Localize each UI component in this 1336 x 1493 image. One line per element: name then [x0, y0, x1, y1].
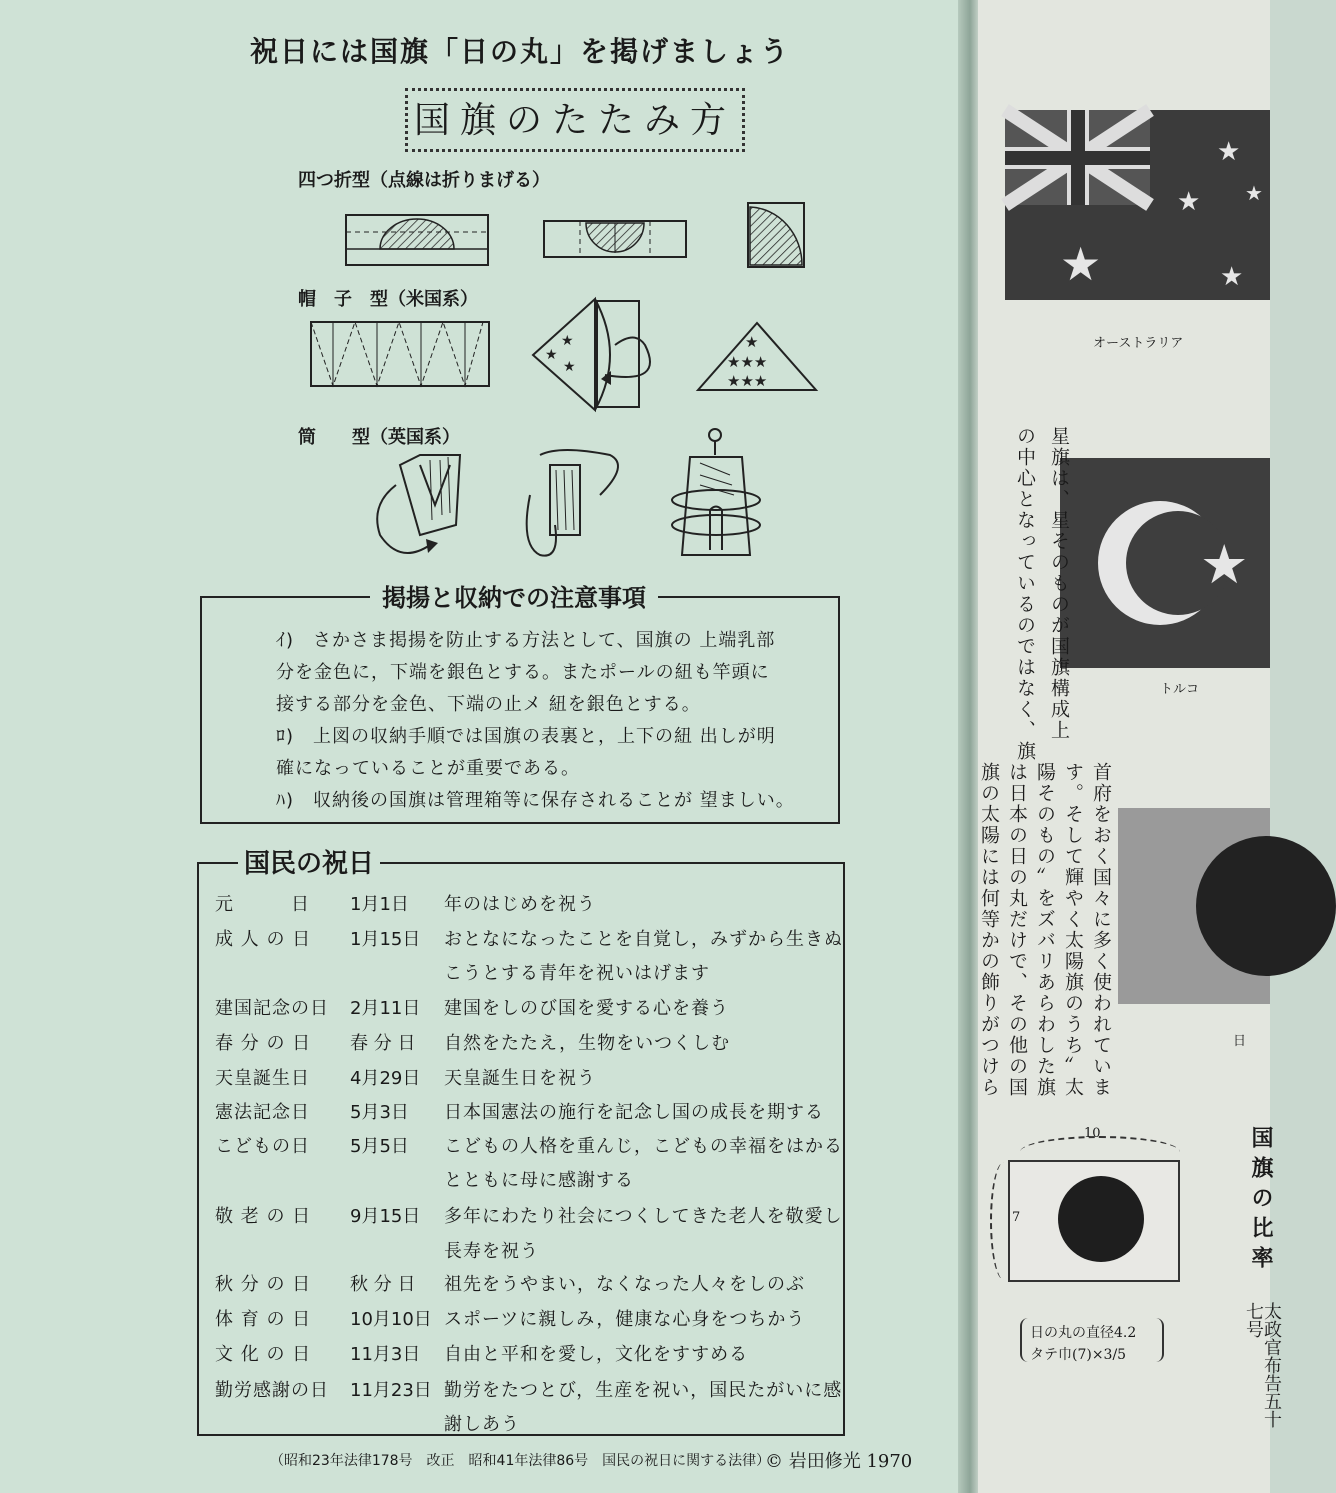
holiday-desc: スポーツに親しみ，健康な心身をつちかう: [444, 1309, 806, 1330]
holiday-date: 秋 分 日: [350, 1274, 416, 1295]
svg-text:★: ★: [1060, 237, 1102, 291]
holiday-name: 天皇誕生日: [215, 1068, 310, 1089]
ratio-width-label: 10: [1084, 1126, 1101, 1141]
caption-japan: 日: [1233, 1034, 1247, 1049]
holiday-desc: こどもの人格を重んじ，こどもの幸福をはかる: [444, 1136, 843, 1157]
holiday-name: 建国記念の日: [215, 998, 329, 1019]
japan-flag-sun: [1196, 836, 1336, 976]
holiday-name: こどもの日: [215, 1136, 310, 1157]
holiday-desc: 自由と平和を愛し，文化をすすめる: [444, 1344, 749, 1365]
ratio-note-bracket-right: [1152, 1318, 1164, 1362]
body-text-column: 首府をおく国々に多く使われていま: [1090, 762, 1112, 1098]
holiday-name: 元 日: [215, 894, 310, 915]
holiday-desc: 天皇誕生日を祝う: [444, 1068, 596, 1089]
svg-text:★: ★: [545, 347, 558, 363]
holiday-date: 1月1日: [350, 894, 409, 915]
body-text-column: 星旗は、星そのものが国旗構成上: [1048, 426, 1070, 741]
svg-text:★: ★: [745, 333, 759, 351]
tube-fold-label: 筒 型（英国系）: [298, 427, 460, 448]
ratio-note-line1: 日の丸の直径4.2: [1030, 1325, 1137, 1341]
body-text-column: は日本の日の丸だけで、その他の国: [1006, 762, 1028, 1098]
holiday-name: 敬 老 の 日: [215, 1206, 312, 1227]
holiday-date: 11月3日: [350, 1344, 421, 1365]
caution-line: ﾊ) 収納後の国旗は管理箱等に保存されることが 望ましい。: [276, 790, 795, 811]
holiday-date: 4月29日: [350, 1068, 421, 1089]
ratio-heading: 国旗の比率: [1248, 1126, 1274, 1276]
holiday-desc: 勤労をたつとび，生産を祝い，国民たがいに感: [444, 1380, 843, 1401]
holiday-name: 憲法記念日: [215, 1102, 310, 1123]
ratio-height-label: 7: [1012, 1210, 1021, 1225]
svg-text:★: ★: [1177, 187, 1201, 217]
hat-fold-diagram: [305, 295, 825, 415]
body-text-column: 陽そのもの〞をズバリあらわした旗: [1034, 762, 1056, 1098]
holiday-name: 秋 分 の 日: [215, 1274, 312, 1295]
holiday-desc: 長寿を祝う: [444, 1241, 539, 1262]
caution-line: 分を金色に，下端を銀色とする。またポールの紐も竿頭に: [276, 662, 770, 683]
copyright: © 岩田修光 1970: [765, 1451, 913, 1472]
holiday-name: 文 化 の 日: [215, 1344, 312, 1365]
holiday-desc: 建国をしのび国を愛する心を養う: [444, 998, 729, 1019]
holiday-desc: 祖先をうやまい，なくなった人々をしのぶ: [444, 1274, 805, 1295]
holidays-heading: 国民の祝日: [238, 843, 380, 880]
page-title: 祝日には国旗「日の丸」を掲げましょう: [250, 35, 791, 68]
decree: 太政官布告五十七号: [1243, 1302, 1282, 1428]
ratio-note-line2: タテ巾(7)×3/5: [1030, 1347, 1127, 1363]
turkey-flag: [1060, 458, 1270, 668]
caution-line: ｲ) さかさま掲揚を防止する方法として、国旗の 上端乳部: [276, 630, 776, 651]
holiday-date: 1月15日: [350, 929, 421, 950]
law-note: （昭和23年法律178号 改正 昭和41年法律86号 国民の祝日に関する法律）: [270, 1453, 771, 1469]
svg-text:★: ★: [1245, 181, 1263, 205]
svg-text:★: ★: [1217, 137, 1241, 167]
holiday-desc: 自然をたたえ，生物をいつくしむ: [444, 1033, 731, 1054]
holiday-date: 春 分 日: [350, 1033, 416, 1054]
caption-turkey: トルコ: [1160, 682, 1200, 697]
holiday-date: 5月5日: [350, 1136, 409, 1157]
body-text-column: 旗の太陽には何等かの飾りがつけら: [978, 762, 1000, 1098]
caption-australia: オーストラリア: [1093, 336, 1184, 351]
svg-text:★★★: ★★★: [727, 372, 768, 390]
holiday-date: 10月10日: [350, 1309, 432, 1330]
cautions-heading: 掲揚と収納での注意事項: [370, 578, 658, 613]
ratio-note-bracket-left: [1020, 1318, 1032, 1362]
australia-flag: [1005, 110, 1270, 300]
ratio-sun: [1058, 1176, 1144, 1262]
holiday-desc: 年のはじめを祝う: [444, 894, 596, 915]
holiday-desc: こうとする青年を祝いはげます: [444, 963, 710, 984]
holiday-name: 成 人 の 日: [215, 929, 312, 950]
holiday-desc: おとなになったことを自覚し，みずから生きぬ: [444, 929, 843, 950]
body-text-column: の中心となっているのではなく、旗: [1014, 426, 1036, 762]
caution-line: 確になっていることが重要である。: [276, 758, 580, 779]
svg-text:★: ★: [561, 333, 574, 349]
holiday-date: 9月15日: [350, 1206, 421, 1227]
tube-fold-diagram: [360, 425, 790, 565]
holiday-desc: とともに母に感謝する: [444, 1170, 634, 1191]
holiday-date: 11月23日: [350, 1380, 432, 1401]
svg-text:★: ★: [1200, 533, 1249, 596]
holiday-name: 春 分 の 日: [215, 1033, 312, 1054]
holiday-name: 勤労感謝の日: [215, 1380, 329, 1401]
holiday-date: 2月11日: [350, 998, 421, 1019]
holiday-desc: 謝しあう: [444, 1414, 520, 1435]
holiday-date: 5月3日: [350, 1102, 409, 1123]
holiday-name: 体 育 の 日: [215, 1309, 312, 1330]
svg-text:★★★: ★★★: [727, 353, 768, 371]
svg-text:★: ★: [563, 359, 576, 375]
hat-fold-label: 帽 子 型（米国系）: [298, 289, 478, 310]
four-fold-diagram: [340, 195, 820, 275]
caution-line: 接する部分を金色、下端の止メ 紐を銀色とする。: [276, 694, 701, 715]
holiday-desc: 日本国憲法の施行を記念し国の成長を期する: [444, 1102, 824, 1123]
svg-text:★: ★: [1220, 262, 1244, 292]
four-fold-label: 四つ折型（点線は折りまげる）: [298, 170, 550, 191]
fold-title: 国旗のたたみ方: [413, 100, 736, 141]
holiday-desc: 多年にわたり社会につくしてきた老人を敬愛し: [444, 1206, 843, 1227]
caution-line: ﾛ) 上図の収納手順では国旗の表裏と，上下の紐 出しが明: [276, 726, 776, 747]
body-text-column: す。そして輝やく太陽旗のうち〞太: [1062, 762, 1084, 1098]
